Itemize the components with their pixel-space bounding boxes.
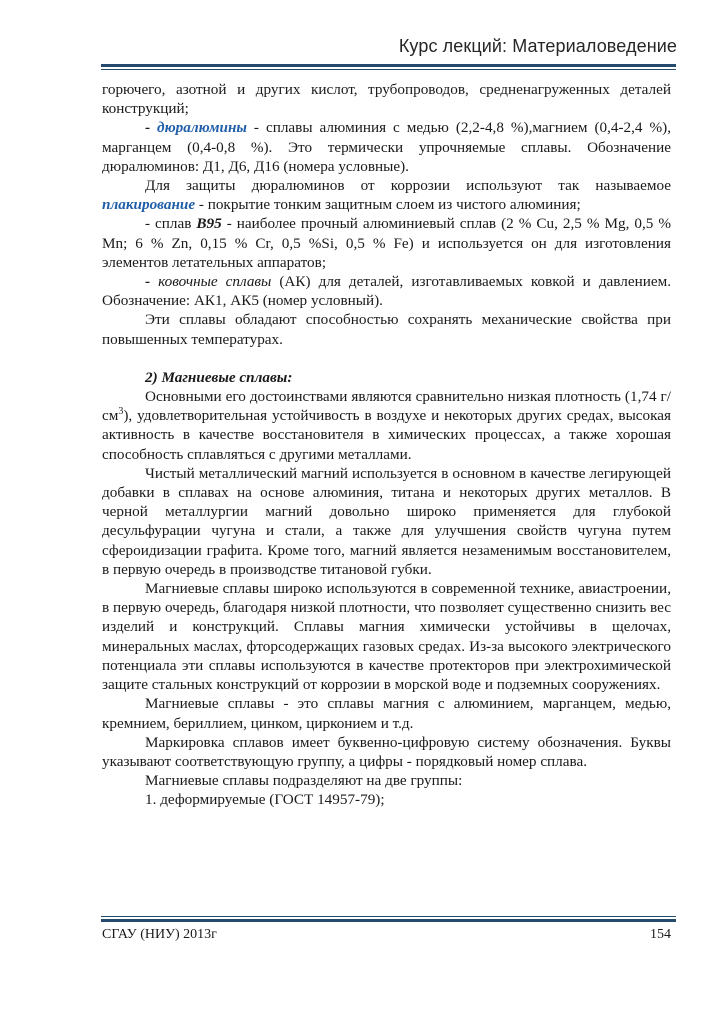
footer-rule (101, 916, 676, 922)
paragraph: Эти сплавы обладают способностью сохранять механические свойства при повышенных температурах. (102, 311, 671, 348)
term-b95: В95 (196, 215, 222, 233)
paragraph: Маркировка сплавов имеет буквенно-цифровую систему обозначения. Буквы указывают соответствующую группу, а цифры - порядковый номер сплава. (102, 733, 671, 770)
term-duralumin: дюралюмины (157, 119, 247, 137)
page-body (102, 80, 671, 810)
paragraph-b95: - сплав В95 - наиболее прочный алюминиевый сплав (2 % Cu, 2,5 % Mg, 0,5 % Mn; 6 % Zn, 0,15 % Cr, 0,5 %Si, 0,5 % Fe) и используется он для изготовления элементов летательных аппаратов; (102, 215, 671, 271)
footer-institution: СГАУ (НИУ) 2013г (102, 927, 217, 942)
list-item: 1. деформируемые (ГОСТ 14957-79); (145, 791, 385, 809)
paragraph-density: Основными его достоинствами являются сравнительно низкая плотность (1,74 $г/см^3$), удовлетворительная устойчивость в воздухе и некоторых других средах, высокая активность в качестве восстановителя в химических процессах, а также хорошая способность сплавляться с другими металлами. (102, 388, 671, 463)
paragraph-cladding: Для защиты дюралюминов от коррозии используют так называемое плакирование - покрытие тонким защитным слоем из чистого алюминия; (102, 177, 671, 214)
paragraph-forging-alloys: - ковочные сплавы (АК) для деталей, изготавливаемых ковкой и давлением. Обозначение: АК1, АК5 (номер условный). (102, 273, 671, 310)
page-number: 154 (650, 927, 671, 942)
paragraph: горючего, азотной и других кислот, трубопроводов, средненагруженных деталей конструкций; (102, 81, 671, 118)
paragraph: Магниевые сплавы подразделяют на две группы: (145, 772, 463, 790)
paragraph: Чистый металлический магний используется в основном в качестве легирующей добавки в сплавах на основе алюминия, титана и некоторых других металлов. В черной металлургии магний довольно широко применяется для глубокой десульфурации чугуна и стали, а также для улучшения свойств чугуна путем сфероидизации графита. Кроме того, магний является незаменимым восстановителем, в первую очередь в производстве титановой губки. (102, 464, 671, 578)
term-cladding: плакирование (102, 196, 196, 214)
header-rule (101, 64, 676, 70)
paragraph: Магниевые сплавы широко используются в современной технике, авиастроении, в первую очередь, благодаря низкой плотности, что позволяет существенно снизить вес изделий и конструкций. Сплавы магния химически устойчивы в щелочах, минеральных маслах, фторсодержащих газовых средах. Из-за высокого электрического потенциала эти сплавы используются в качестве протекторов при электрохимической защите стальных конструкций от коррозии в морской воде и подземных сооружениях. (102, 580, 671, 694)
term-forging-alloys: ковочные сплавы (158, 273, 272, 291)
paragraph-duralumin: - дюралюмины - сплавы алюминия с медью (2,2-4,8 %),магнием (0,4-2,4 %), марганцем (0,4-0,8 %). Это термически упрочняемые сплавы. Обозначение дюралюминов: Д1, Д6, Д16 (номера условные). (102, 119, 672, 175)
section-heading: 2) Магниевые сплавы: (145, 368, 293, 386)
header-title: Курс лекций: Материаловедение (398, 36, 677, 56)
paragraph: Магниевые сплавы - это сплавы магния с алюминием, марганцем, медью, кремнием, бериллием, цинком, цирконием и т.д. (102, 695, 671, 732)
